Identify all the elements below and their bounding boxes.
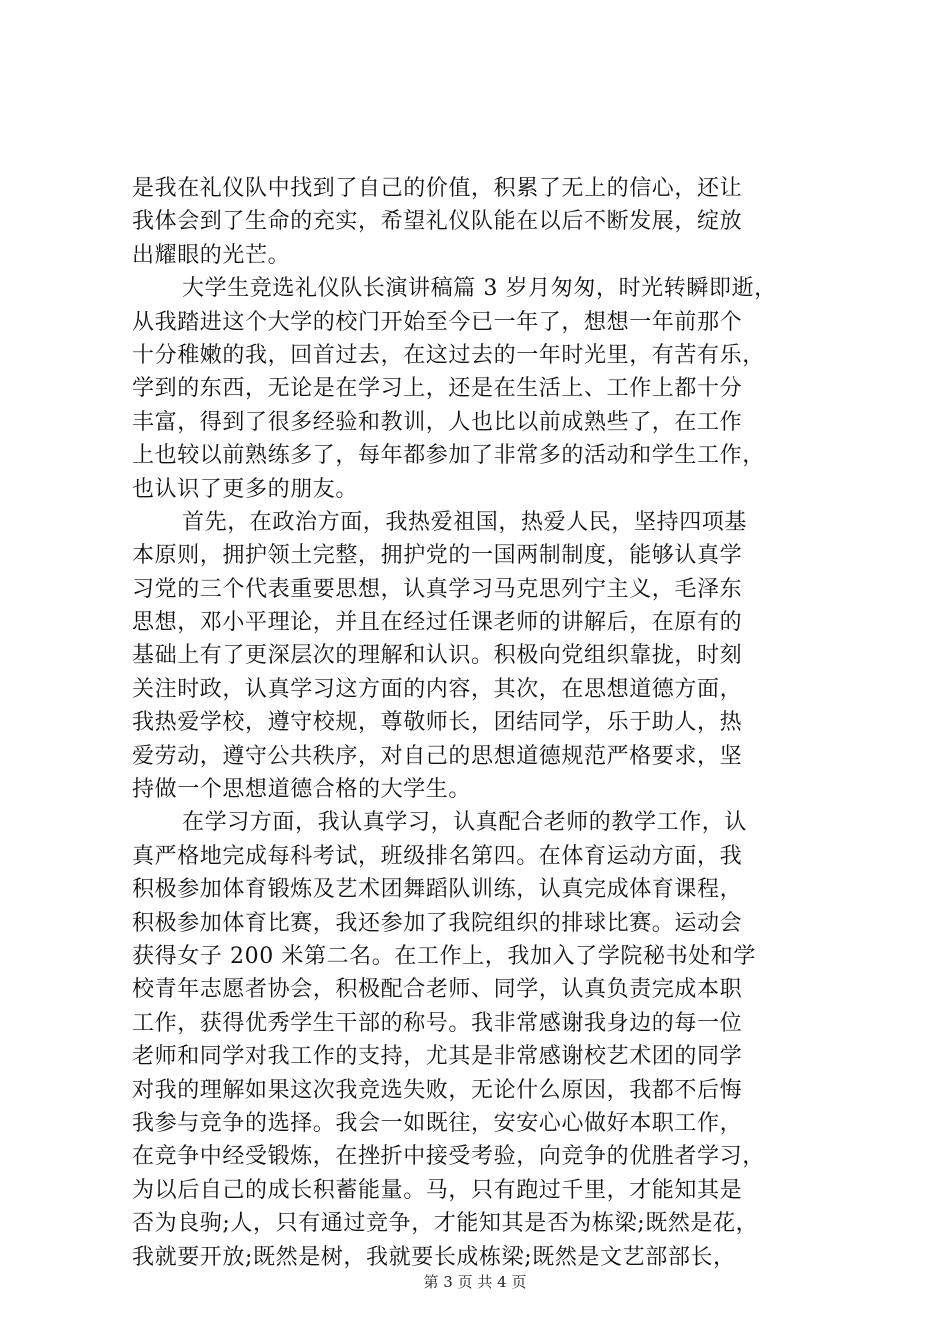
text-line: 校青年志愿者协会，积极配合老师、同学，认真负责完成本职 [132,977,743,1003]
text-line: 工作，获得优秀学生干部的称号。我非常感谢我身边的每一位 [132,1010,743,1036]
text-line: 对我的理解如果这次我竞选失败，无论什么原因，我都不后悔 [132,1077,743,1103]
text-line: 积极参加体育锻炼及艺术团舞蹈队训练，认真完成体育课程， [132,877,743,903]
document-body [132,172,832,1274]
text-line: 获得女子 200 米第二名。在工作上，我加入了学院秘书处和学 [132,943,756,969]
text-line: 十分稚嫩的我，回首过去，在这过去的一年时光里，有苦有乐， [132,342,765,368]
text-line: 为以后自己的成长积蓄能量。马，只有跑过千里，才能知其是 [132,1177,743,1203]
text-line: 学到的东西，无论是在学习上，还是在生活上、工作上都十分 [132,376,743,402]
text-line: 我就要开放;既然是树，我就要长成栋梁;既然是文艺部部长， [132,1244,736,1270]
text-line: 出耀眼的光芒。 [132,242,291,268]
paragraph-first-line: 首先，在政治方面，我热爱祖国，热爱人民，坚持四项基 [182,509,748,535]
text-line: 关注时政，认真学习这方面的内容，其次，在思想道德方面， [132,676,743,702]
text-line: 上也较以前熟练多了，每年都参加了非常多的活动和学生工作， [132,443,765,469]
text-line: 也认识了更多的朋友。 [132,476,359,502]
paragraph-first-line: 在学习方面，我认真学习，认真配合老师的教学工作，认 [182,810,748,836]
text-line: 爱劳动，遵守公共秩序，对自己的思想道德规范严格要求，坚 [132,743,743,769]
page-number-footer: 第 3 页 共 4 页 [423,1273,527,1291]
text-line: 我热爱学校，遵守校规，尊敬师长，团结同学，乐于助人，热 [132,710,743,736]
text-line: 本原则，拥护领土完整，拥护党的一国两制制度，能够认真学 [132,543,743,569]
paragraph-first-line: 大学生竞选礼仪队长演讲稿篇 3 岁月匆匆，时光转瞬即逝， [182,276,777,302]
text-line: 是我在礼仪队中找到了自己的价值，积累了无上的信心，还让 [132,176,743,201]
text-line: 思想，邓小平理论，并且在经过任课老师的讲解后，在原有的 [132,610,743,636]
text-line: 我参与竞争的选择。我会一如既往，安安心心做好本职工作， [132,1110,743,1136]
text-line: 积极参加体育比赛，我还参加了我院组织的排球比赛。运动会 [132,910,743,936]
text-line: 真严格地完成每科考试，班级排名第四。在体育运动方面，我 [132,843,743,869]
text-line: 否为良驹;人，只有通过竞争，才能知其是否为栋梁;既然是花， [132,1211,759,1237]
text-line: 丰富，得到了很多经验和教训，人也比以前成熟些了，在工作 [132,409,743,435]
text-line: 习党的三个代表重要思想，认真学习马克思列宁主义，毛泽东 [132,576,743,602]
text-line: 从我踏进这个大学的校门开始至今已一年了，想想一年前那个 [132,309,743,335]
text-line: 基础上有了更深层次的理解和认识。积极向党组织靠拢，时刻 [132,643,743,669]
text-line: 我体会到了生命的充实，希望礼仪队能在以后不断发展，绽放 [132,209,743,235]
text-line: 在竞争中经受锻炼，在挫折中接受考验，向竞争的优胜者学习， [132,1144,765,1170]
text-line: 老师和同学对我工作的支持，尤其是非常感谢校艺术团的同学 [132,1044,743,1070]
text-line: 持做一个思想道德合格的大学生。 [132,777,472,803]
